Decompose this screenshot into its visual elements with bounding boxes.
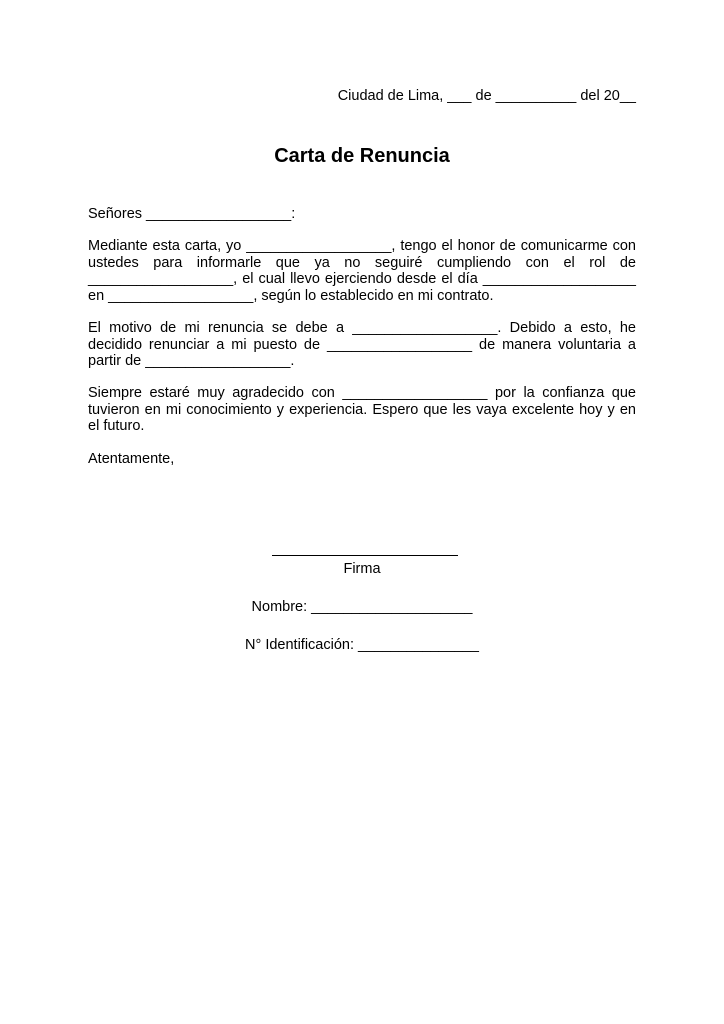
signature-line xyxy=(272,540,458,556)
date-line: Ciudad de Lima, ___ de __________ del 20__ xyxy=(337,88,636,104)
letter-title: Carta de Renuncia xyxy=(274,145,450,167)
paragraph-reason-line: El motivo de mi renuncia se debe a __________________. Debido a esto, he xyxy=(88,320,636,336)
paragraph-thanks-line: Siempre estaré muy agradecido con __________________ por la confianza que xyxy=(88,385,636,401)
salutation xyxy=(88,206,636,223)
paragraph-reason-line: decidido renunciar a mi puesto de __________________ de manera voluntaria a xyxy=(88,336,636,353)
paragraph-reason xyxy=(88,320,636,370)
paragraph-intro-line: __________________, el cual llevo ejerciendo desde el día ___________________ xyxy=(88,271,636,287)
paragraph-intro-line: Mediante esta carta, yo __________________, tengo el honor de comunicarme con xyxy=(88,238,636,254)
closing xyxy=(88,451,636,468)
paragraph-reason-line: partir de __________________. xyxy=(88,353,295,369)
name-field: Nombre: ____________________ xyxy=(251,599,473,615)
paragraph-thanks-line: el futuro. xyxy=(88,418,145,434)
paragraph-thanks-line: tuvieron en mi conocimiento y experiencia. Espero que les vaya excelente hoy y en xyxy=(88,401,636,418)
signature-label: Firma xyxy=(343,561,381,577)
closing-text: Atentamente, xyxy=(88,451,175,467)
paragraph-intro-line: en __________________, según lo establecido en mi contrato. xyxy=(88,287,494,304)
salutation-text: Señores __________________: xyxy=(88,206,296,222)
paragraph-intro xyxy=(88,238,636,304)
id-field: N° Identificación: _______________ xyxy=(245,637,479,653)
paragraph-thanks xyxy=(88,385,636,435)
paragraph-intro-line: ustedes para informarle que ya no seguiré cumpliendo con el rol de xyxy=(88,254,636,271)
